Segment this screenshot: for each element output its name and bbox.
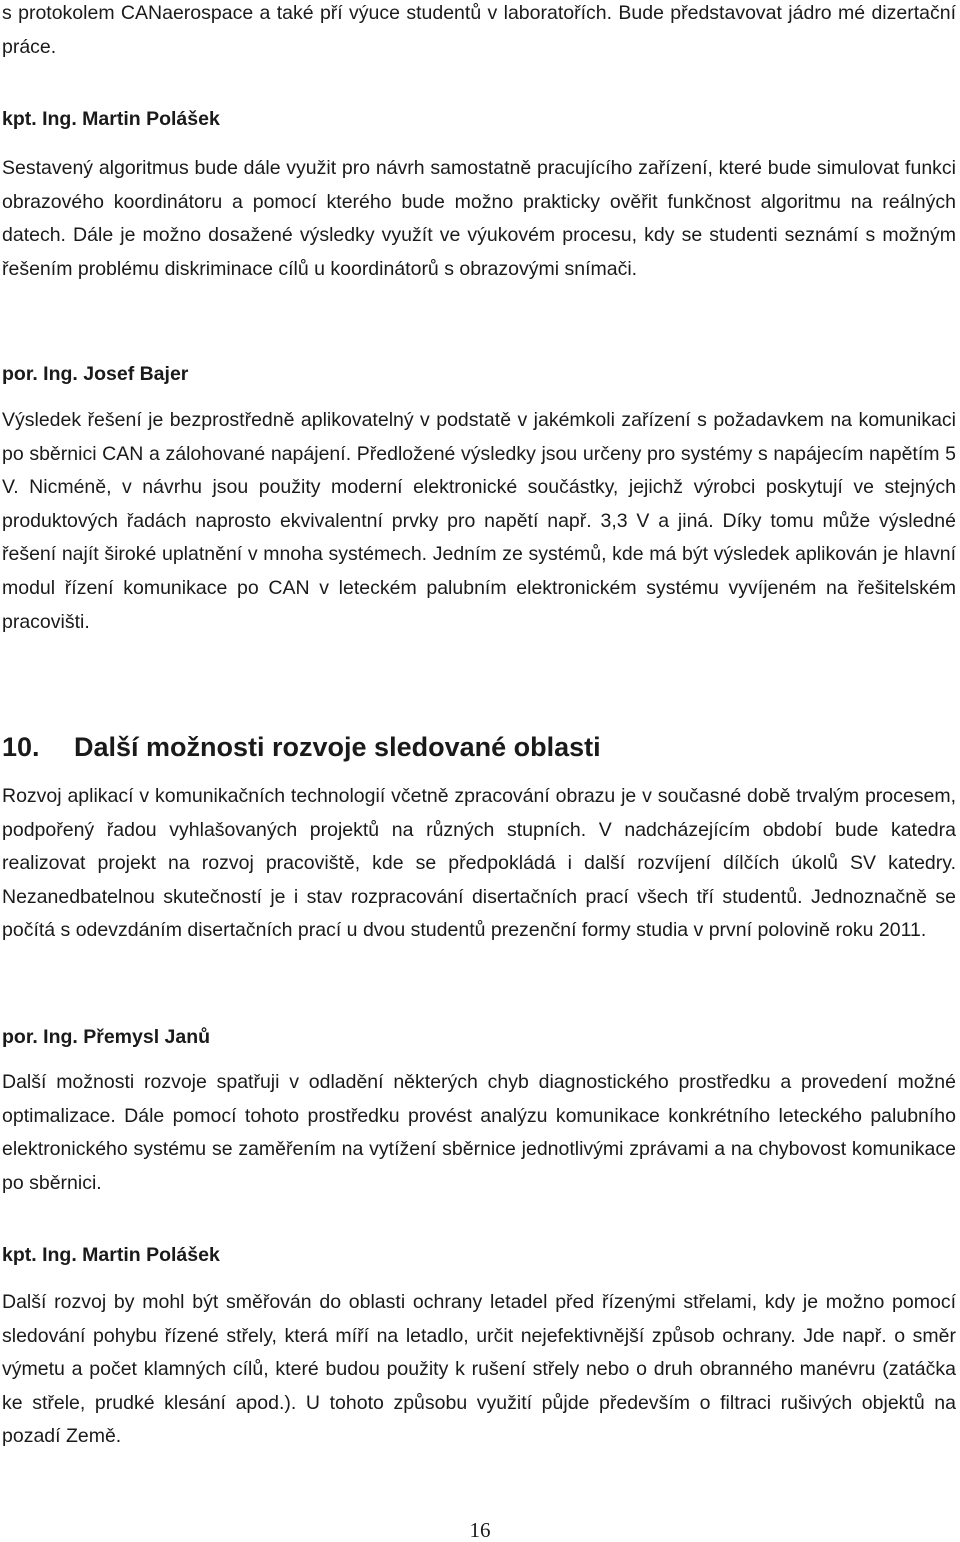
author-heading-1: kpt. Ing. Martin Polášek	[2, 108, 220, 130]
section-number: 10.	[2, 732, 40, 762]
intro-paragraph: s protokolem CANaerospace a také pří výuce studentů v laboratořích. Bude představovat jádro mé dizertační práce.	[2, 2, 956, 58]
paragraph-section10: Rozvoj aplikací v komunikačních technologií včetně zpracování obrazu je v současné době trvalým procesem, podpořený řadou vyhlašovaných projektů na různých stupních. V nadcházejícím období bude katedra realizovat projekt na rozvoj pracoviště, kde se předpokládá i další rozvíjení dílčích úkolů SV katedry. Nezanedbatelnou skutečností je i stav rozpracování disertačních prací všech tří studentů. Jednoznačně se počítá s odevzdáním disertačních prací u dvou studentů prezenční formy studia v první polovině roku 2011.	[2, 785, 956, 942]
paragraph-block4: Další rozvoj by mohl být směřován do oblasti ochrany letadel před řízenými střelami, kdy je možno pomocí sledování pohybu řízené střely, která míří na letadlo, určit nejefektivnější způsob ochrany. Jde např. o směr výmetu a počet klamných cílů, které budou použity k rušení střely nebo o druh obranného manévru (zatáčka ke střele, prudké klesání apod.). U tohoto způsobu využití půjde především o filtraci rušivých objektů na pozadí Země.	[2, 1291, 956, 1448]
section-heading	[2, 729, 956, 765]
page-number: 16	[469, 1518, 491, 1542]
paragraph-block2: Výsledek řešení je bezprostředně aplikovatelný v podstatě v jakémkoli zařízení s požadavkem na komunikaci po sběrnici CAN a zálohované napájení. Předložené výsledky jsou určeny pro systémy s napájecím napětím 5 V. Nicméně, v návrhu jsou použity moderní elektronické součástky, jejichž výrobci poskytují ve stejných produktových řadách naprosto ekvivalentní prvky pro napětí např. 3,3 V a jiná. Díky tomu může výsledné řešení najít široké uplatnění v mnoha systémech. Jedním ze systémů, kde má být výsledek aplikován je hlavní modul řízení komunikace po CAN v leteckém palubním elektronickém systému vyvíjeném na řešitelském pracovišti.	[2, 409, 956, 633]
paragraph-block1: Sestavený algoritmus bude dále využit pro návrh samostatně pracujícího zařízení, které bude simulovat funkci obrazového koordinátoru a pomocí kterého bude možno prakticky ověřit funkčnost algoritmu na reálných datech. Dále je možno dosažené výsledky využít ve výukovém procesu, kdy se studenti seznámí s možným řešením problému diskriminace cílů u koordinátorů s obrazovými snímači.	[2, 157, 956, 280]
section-title: Další možnosti rozvoje sledované oblasti	[74, 732, 601, 762]
author-heading-3: por. Ing. Přemysl Janů	[2, 1026, 211, 1048]
author-heading-2: por. Ing. Josef Bajer	[2, 363, 189, 385]
author-heading-4: kpt. Ing. Martin Polášek	[2, 1244, 220, 1266]
paragraph-block3: Další možnosti rozvoje spatřuji v odladění některých chyb diagnostického prostředku a provedení možné optimalizace. Dále pomocí tohoto prostředku provést analýzu komunikace konkrétního leteckého palubního elektronického systému se zaměřením na vytížení sběrnice jednotlivými zprávami a na chybovost komunikace po sběrnici.	[2, 1071, 956, 1194]
